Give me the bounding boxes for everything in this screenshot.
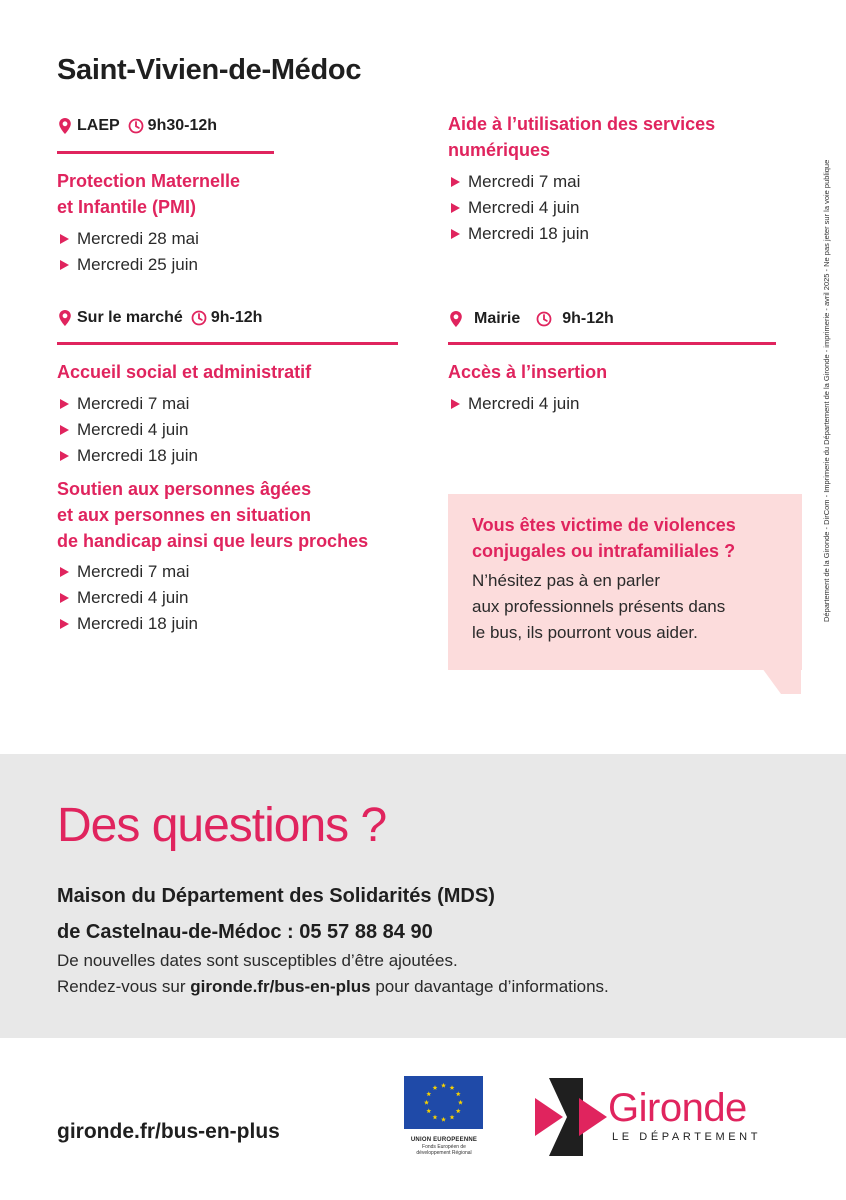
date-text: Mercredi 18 juin (77, 446, 198, 465)
clock-icon (128, 118, 144, 134)
divider-rule (57, 342, 398, 345)
list-item (57, 252, 199, 278)
list-item (57, 559, 198, 585)
list-item (448, 195, 589, 221)
list-item (57, 417, 198, 443)
date-text: Mercredi 7 mai (468, 172, 581, 191)
list-item (448, 391, 580, 417)
note-line: De nouvelles dates sont susceptibles d’être ajoutées. (57, 951, 458, 970)
page-title: Saint-Vivien-de-Médoc (57, 54, 362, 86)
location-pin-icon (448, 310, 464, 328)
eu-flag-icon (404, 1076, 483, 1129)
heading-line: de handicap ainsi que leurs proches (57, 531, 369, 551)
service-heading-insertion: Accès à l’insertion (448, 362, 608, 382)
location-time: 9h-12h (210, 309, 263, 326)
eu-sub-line: Fonds Européen de (422, 1144, 466, 1150)
date-list-pmi (57, 226, 199, 278)
date-text: Mercredi 18 juin (468, 224, 589, 243)
triangle-bullet-icon (60, 619, 69, 629)
list-item (448, 221, 589, 247)
note-line (57, 974, 609, 1000)
date-text: Mercredi 4 juin (468, 198, 580, 217)
location-name: Mairie (474, 310, 521, 327)
mds-contact (57, 878, 495, 950)
date-text: Mercredi 18 juin (77, 614, 198, 633)
location-time: 9h30-12h (147, 117, 218, 134)
callout-text-line: aux professionnels présents dans (472, 597, 726, 616)
list-item (57, 585, 198, 611)
note-text: pour davantage d’informations. (370, 977, 609, 996)
service-heading-pmi (57, 168, 240, 220)
eu-label: UNION EUROPEENNE (410, 1137, 478, 1143)
date-text: Mercredi 4 juin (77, 588, 189, 607)
callout-text-line: le bus, ils pourront vous aider. (472, 623, 698, 642)
gironde-wordmark: Gironde (608, 1086, 747, 1130)
callout-tail (762, 668, 801, 694)
triangle-bullet-icon (60, 425, 69, 435)
heading-line: Protection Maternelle (57, 171, 241, 191)
triangle-bullet-icon (451, 177, 460, 187)
divider-rule (448, 342, 776, 345)
location-name: Sur le marché (77, 309, 183, 326)
triangle-bullet-icon (451, 399, 460, 409)
date-list-soutien (57, 559, 198, 637)
list-item (57, 443, 198, 469)
eu-logo (404, 1076, 484, 1156)
callout-title-line: Vous êtes victime de violences (472, 515, 736, 535)
triangle-bullet-icon (60, 260, 69, 270)
violence-callout (448, 494, 802, 670)
service-heading-accueil: Accueil social et administratif (57, 362, 312, 382)
gironde-subtitle: LE DÉPARTEMENT (612, 1131, 762, 1143)
date-text: Mercredi 7 mai (77, 394, 190, 413)
date-list-numerique (448, 169, 589, 247)
triangle-bullet-icon (451, 229, 460, 239)
location-time: 9h-12h (562, 310, 614, 327)
triangle-bullet-icon (60, 593, 69, 603)
note-text: Rendez-vous sur (57, 977, 191, 996)
questions-title: Des questions ? (57, 799, 387, 852)
triangle-bullet-icon (60, 234, 69, 244)
callout-text-line: N’hésitez pas à en parler (472, 571, 661, 590)
location-pin-icon (57, 117, 73, 135)
date-text: Mercredi 7 mai (77, 562, 190, 581)
list-item (57, 391, 198, 417)
triangle-bullet-icon (60, 567, 69, 577)
triangle-bullet-icon (60, 399, 69, 409)
date-list-accueil (57, 391, 198, 469)
date-text: Mercredi 25 juin (77, 255, 198, 274)
gironde-logo-icon (533, 1078, 613, 1156)
legal-note: Département de la Gironde - DirCom - Imprimerie du Département de la Gironde - imprimerie - avril 2025 - Ne pas jeter sur la voie publique (822, 159, 831, 622)
eu-sub-line: développement Régional (416, 1150, 472, 1156)
info-note (57, 948, 609, 1000)
heading-line: et Infantile (PMI) (57, 197, 196, 217)
service-heading-soutien (57, 476, 368, 554)
mds-line: Maison du Département des Solidarités (MDS) (57, 885, 495, 907)
location-pin-icon (57, 309, 73, 327)
heading-line: Soutien aux personnes âgées (57, 479, 312, 499)
clock-icon (191, 310, 207, 326)
location-line-laep (57, 117, 217, 135)
divider-rule (57, 151, 274, 154)
location-line-marche (57, 309, 262, 327)
callout-text (472, 568, 778, 646)
triangle-bullet-icon (60, 451, 69, 461)
callout-title-line: conjugales ou intrafamiliales ? (472, 541, 736, 561)
date-text: Mercredi 4 juin (77, 420, 189, 439)
service-heading-numerique (448, 111, 715, 163)
triangle-bullet-icon (451, 203, 460, 213)
heading-line: Aide à l’utilisation des services (448, 114, 716, 134)
footer-website-link[interactable]: gironde.fr/bus-en-plus (57, 1120, 280, 1143)
date-list-insertion (448, 391, 580, 417)
location-line-mairie (448, 310, 614, 328)
clock-icon (536, 311, 552, 327)
date-text: Mercredi 4 juin (468, 394, 580, 413)
website-link[interactable]: gironde.fr/bus-en-plus (190, 977, 371, 996)
eu-sublabel (404, 1144, 484, 1156)
mds-line: de Castelnau-de-Médoc : 05 57 88 84 90 (57, 921, 433, 943)
callout-title (472, 512, 778, 564)
location-name: LAEP (77, 117, 120, 134)
date-text: Mercredi 28 mai (77, 229, 199, 248)
heading-line: et aux personnes en situation (57, 505, 312, 525)
list-item (448, 169, 589, 195)
list-item (57, 226, 199, 252)
heading-line: numériques (448, 140, 551, 160)
list-item (57, 611, 198, 637)
